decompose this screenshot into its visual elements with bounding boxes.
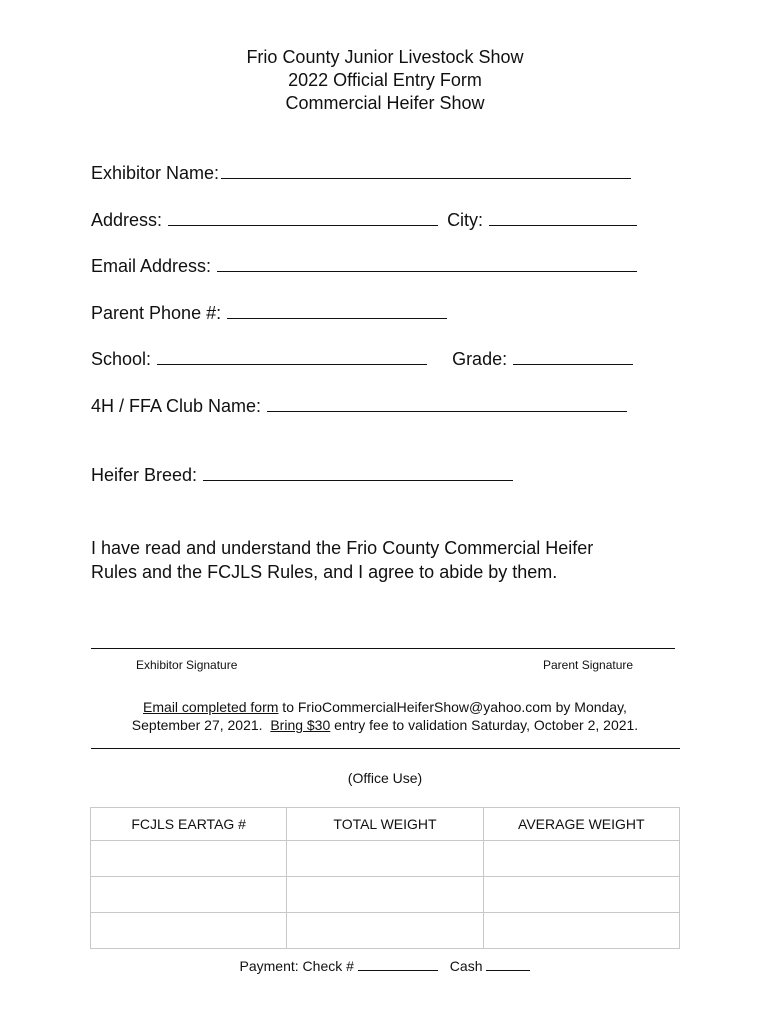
table-cell[interactable] (287, 913, 483, 949)
exhibitor-signature-label: Exhibitor Signature (136, 658, 238, 672)
grade-field[interactable] (513, 362, 633, 365)
exhibitor-name-label: Exhibitor Name: (91, 163, 220, 183)
column-average-weight: AVERAGE WEIGHT (483, 808, 679, 841)
address-label: Address: (91, 210, 163, 230)
submission-instructions (0, 698, 770, 734)
statement-line-1: I have read and understand the Frio County Commercial Heifer (91, 538, 594, 558)
address-field[interactable] (168, 223, 438, 226)
agreement-statement (91, 536, 691, 584)
table-cell[interactable] (91, 841, 287, 877)
club-label: 4H / FFA Club Name: (91, 396, 262, 416)
column-total-weight: TOTAL WEIGHT (287, 808, 483, 841)
exhibitor-name-row (91, 163, 631, 184)
parent-phone-label: Parent Phone #: (91, 303, 222, 323)
instructions-line-1 (0, 698, 770, 716)
statement-line-2: Rules and the FCJLS Rules, and I agree to abide by them. (91, 562, 558, 582)
school-field[interactable] (157, 362, 427, 365)
table-cell[interactable] (483, 913, 679, 949)
email-field[interactable] (217, 269, 637, 272)
title-line-1: Frio County Junior Livestock Show (246, 47, 524, 67)
club-field[interactable] (267, 409, 627, 412)
office-use-label: (Office Use) (347, 770, 423, 786)
payment-check-label: Payment: Check # (239, 958, 354, 974)
club-row (91, 396, 627, 417)
city-label: City: (447, 210, 484, 230)
title-line-3: Commercial Heifer Show (285, 93, 485, 113)
cash-field[interactable] (486, 968, 530, 971)
table-cell[interactable] (287, 877, 483, 913)
exhibitor-name-field[interactable] (221, 176, 631, 179)
table-row (91, 841, 680, 877)
payment-cash-label: Cash (449, 958, 483, 974)
city-field[interactable] (489, 223, 637, 226)
table-row (91, 913, 680, 949)
fee-text: entry fee to validation Saturday, October 2, 2021. (330, 717, 639, 733)
parent-phone-field[interactable] (227, 316, 447, 319)
table-cell[interactable] (483, 841, 679, 877)
column-eartag: FCJLS EARTAG # (91, 808, 287, 841)
email-address-text: to FrioCommercialHeiferShow@yahoo.com by Monday, (278, 699, 627, 715)
deadline-text: September 27, 2021. (131, 717, 271, 733)
email-row (91, 256, 637, 277)
table-header-row (91, 808, 680, 841)
heifer-breed-label: Heifer Breed: (91, 465, 198, 485)
signature-line[interactable] (91, 648, 675, 649)
parent-phone-row (91, 303, 447, 324)
table-cell[interactable] (91, 913, 287, 949)
bring-fee-link[interactable]: Bring $30 (270, 717, 331, 733)
table-row (91, 877, 680, 913)
title-line-2: 2022 Official Entry Form (288, 70, 482, 90)
instructions-line-2 (0, 716, 770, 734)
heifer-breed-field[interactable] (203, 478, 513, 481)
office-use-table (90, 807, 680, 949)
form-title (0, 46, 770, 115)
school-row (91, 349, 633, 370)
section-divider (91, 748, 680, 749)
payment-row (0, 958, 770, 974)
address-row (91, 210, 637, 231)
email-completed-link[interactable]: Email completed form (143, 699, 279, 715)
parent-signature-label: Parent Signature (543, 658, 634, 672)
grade-label: Grade: (452, 349, 508, 369)
table-cell[interactable] (91, 877, 287, 913)
table-cell[interactable] (483, 877, 679, 913)
school-label: School: (91, 349, 152, 369)
email-label: Email Address: (91, 256, 212, 276)
check-number-field[interactable] (358, 968, 438, 971)
table-cell[interactable] (287, 841, 483, 877)
heifer-breed-row (91, 465, 513, 486)
